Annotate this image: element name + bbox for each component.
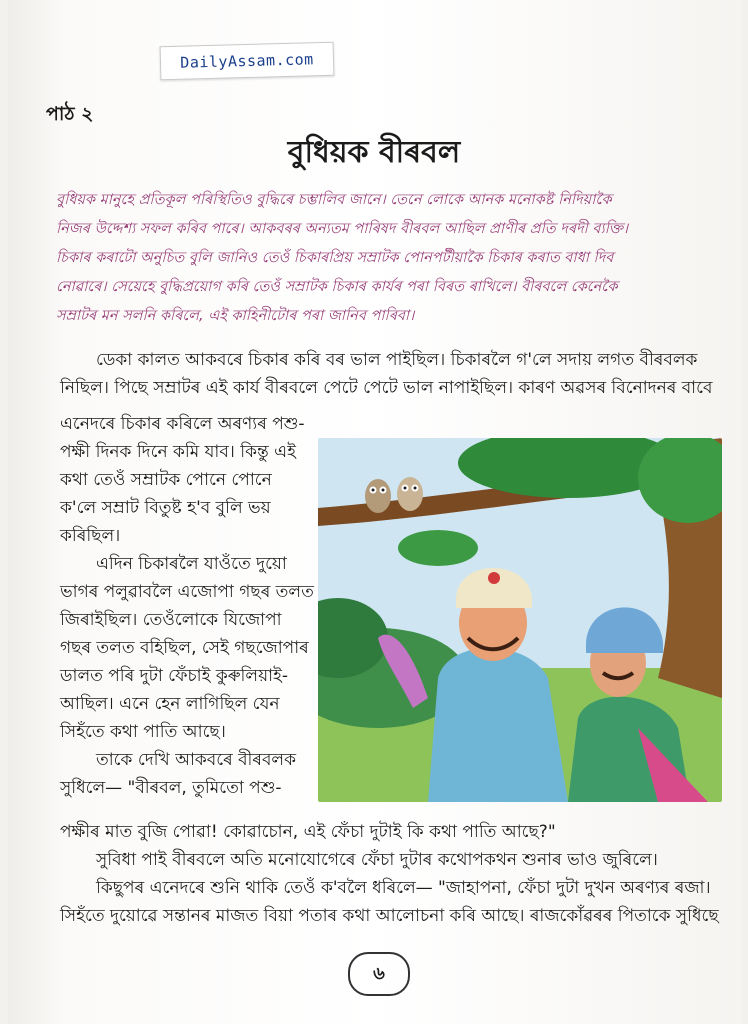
text-line: ডালত পৰি দুটা ফেঁচাই কুৰুলিয়াই- [60, 666, 288, 686]
text-line: গছৰ তলত বহিছিল, সেই গছজোপাৰ [60, 638, 309, 658]
intro-line: বুধিয়ক মানুহে প্ৰতিকূল পৰিস্থিতিও বুদ্ধিৰে চম্ভালিব জানে। তেনে লোকে আনক মনোকষ্ট নিদিয়াকৈ [56, 192, 612, 208]
text-line: তাকে দেখি আকবৰে বীৰবলক [96, 750, 296, 770]
text-line: কথা তেওঁ সম্ৰাটক পোনে পোনে [60, 470, 272, 490]
website-label-sticker: DailyAssam.com [160, 42, 335, 81]
intro-line: নোৱাৰে। সেয়েহে বুদ্ধিপ্ৰয়োগ কৰি তেওঁ সম্ৰাটক চিকাৰ কাৰ্যৰ পৰা বিৰত ৰাখিলে। বীৰবলে কেনেকৈ [56, 279, 618, 295]
story-illustration [318, 438, 722, 802]
text-line: এদিন চিকাৰলৈ যাওঁতে দুয়ো [96, 554, 287, 574]
lesson-number: পাঠ ২ [46, 103, 94, 125]
foliage [398, 530, 478, 566]
lesson-title: বুধিয়ক বীৰবল [287, 135, 461, 170]
story-left-column [60, 410, 314, 802]
text-line: পক্ষীৰ মাত বুজি পোৱা! কোৱাচোন, এই ফেঁচা দুটাই কি কথা পাতি আছে?" [60, 822, 556, 842]
text-line: কিছুপৰ এনেদৰে শুনি থাকি তেওঁ ক'বলৈ ধৰিলে— "জাহাপনা, ফেঁচা দুটা দুখন অৰণ্যৰ ৰজা। [96, 878, 711, 898]
text-line: আছিল। এনে হেন লাগিছিল যেন [60, 694, 280, 714]
text-line: পক্ষী দিনক দিনে কমি যাব। কিন্তু এই [60, 442, 296, 462]
intro-line: চিকাৰ কৰাটো অনুচিত বুলি জানিও তেওঁ চিকাৰপ্ৰিয় সম্ৰাটক পোনপটীয়াকৈ চিকাৰ কৰাত বাধা দিব [56, 250, 614, 266]
text-line: সিহঁতে দুয়োৱে সন্তানৰ মাজত বিয়া পতাৰ কথা আলোচনা কৰি আছে। ৰাজকোঁৱৰৰ পিতাকে সুধিছে [60, 906, 719, 926]
intro-paragraph [56, 186, 726, 331]
text-line: ক'লে সম্ৰাট বিতুষ্ট হ'ব বুলি ভয় [60, 498, 271, 518]
intro-line: নিজৰ উদ্দেশ্য সফল কৰিব পাৰে। আকবৰৰ অন্যতম পাৰিষদ বীৰবল আছিল প্ৰাণীৰ প্ৰতি দৰদী ব্যক্তি। [56, 221, 629, 237]
text-line: জিৰাইছিল। তেওঁলোকে যিজোপা [60, 610, 282, 630]
owl-icon [397, 477, 423, 511]
owl-icon [365, 479, 391, 513]
text-line: ভাগৰ পলুৱাবলৈ এজোপা গছৰ তলত [60, 582, 314, 602]
text-line: নিছিল। পিছে সম্ৰাটৰ এই কাৰ্য বীৰবলে পেটে পেটে ভাল নাপাইছিল। কাৰণ অৱসৰ বিনোদনৰ বাবে [60, 378, 713, 398]
text-line: সিহঁতে কথা পাতি আছে। [60, 722, 226, 742]
text-line: সুধিলে— "বীৰবল, তুমিতো পশু- [60, 778, 282, 798]
page-number: ৬ [348, 952, 410, 996]
text-line: এনেদৰে চিকাৰ কৰিলে অৰণ্যৰ পশু- [60, 414, 305, 434]
text-line: ডেকা কালত আকবৰে চিকাৰ কৰি বৰ ভাল পাইছিল। চিকাৰলৈ গ'লে সদায় লগত বীৰবলক [96, 350, 698, 370]
text-line: সুবিধা পাই বীৰবলে অতি মনোযোগেৰে ফেঁচা দুটাৰ কথোপকথন শুনাৰ ভাও জুৰিলে। [96, 850, 658, 870]
story-paragraph-top [60, 346, 712, 402]
intro-line: সম্ৰাটৰ মন সলনি কৰিলে, এই কাহিনীটোৰ পৰা জানিব পাৰিবা। [56, 308, 415, 324]
text-line: কৰিছিল। [60, 526, 121, 546]
story-paragraph-bottom [60, 818, 719, 930]
